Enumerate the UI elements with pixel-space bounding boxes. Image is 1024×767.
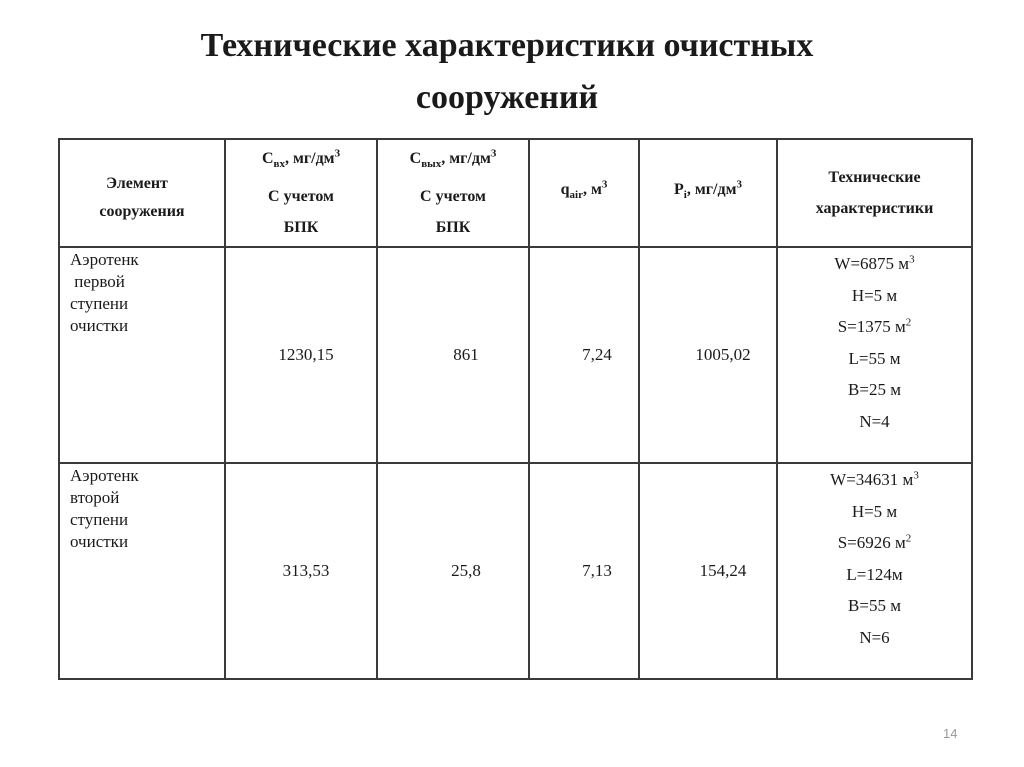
- cell-c-out: 861: [377, 247, 529, 463]
- cell-q-air: 7,13: [529, 463, 639, 679]
- cell-specs: W=6875 $м^3$ H=5 м S=1375 $м^2$ L=55 м B=25 м N=4: [777, 247, 972, 463]
- header-p-i: $P_i$, $мг/дм^3$: [639, 139, 777, 247]
- cell-p-i: 154,24: [639, 463, 777, 679]
- cell-c-out: 25,8: [377, 463, 529, 679]
- cell-q-air: 7,24: [529, 247, 639, 463]
- page-title: [0, 20, 1014, 124]
- cell-element: Аэротенк первой ступени очистки: [59, 247, 225, 463]
- specs-table: [58, 138, 973, 680]
- table-row: [59, 463, 972, 679]
- cell-p-i: 1005,02: [639, 247, 777, 463]
- cell-c-in: 1230,15: [225, 247, 377, 463]
- header-c-in: $С_{вх}$, $мг/дм^3$ С учетом БПК: [225, 139, 377, 247]
- title-line-1: Технические характеристики очистных: [200, 27, 814, 64]
- cell-specs: W=34631 $м^3$ H=5 м S=6926 $м^2$ L=124м B=55 м N=6: [777, 463, 972, 679]
- page-number: 14: [943, 726, 958, 741]
- header-specs: Технические характеристики: [777, 139, 972, 247]
- cell-element: Аэротенк второй ступени очистки: [59, 463, 225, 679]
- table-header-row: [59, 139, 972, 247]
- cell-c-in: 313,53: [225, 463, 377, 679]
- header-element: Элемент сооружения: [59, 139, 225, 247]
- table-row: [59, 247, 972, 463]
- header-q-air: $q_{air}$, $м^3$: [529, 139, 639, 247]
- title-line-2: сооружений: [415, 79, 599, 116]
- header-c-out: $С_{вых}$, $мг/дм^3$ С учетом БПК: [377, 139, 529, 247]
